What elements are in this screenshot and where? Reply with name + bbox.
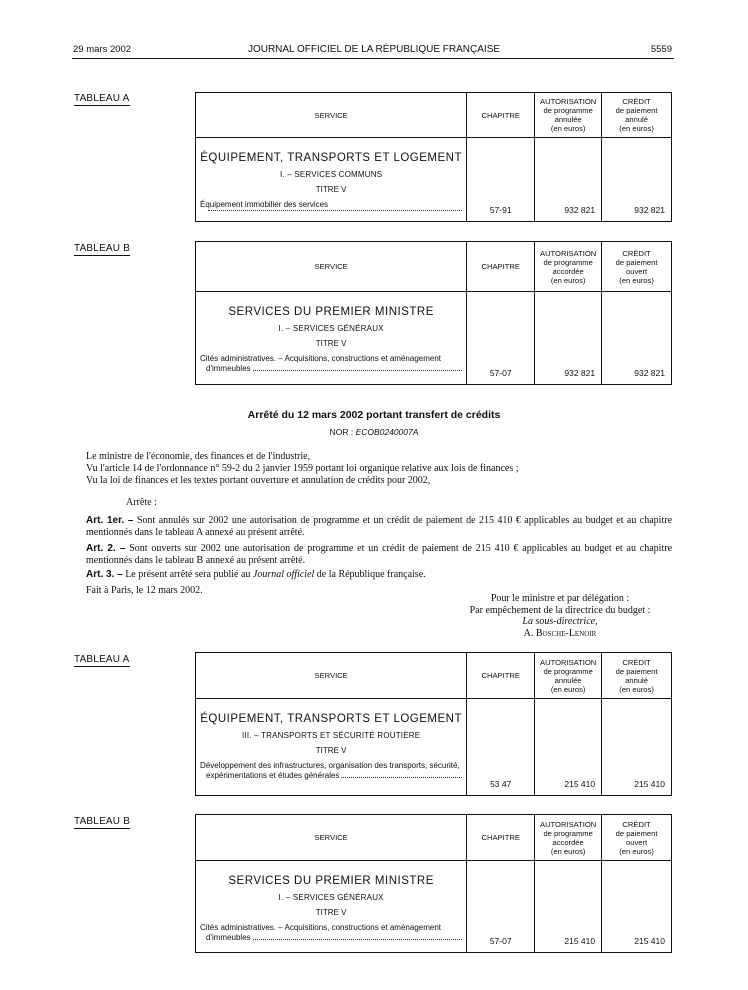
article-3 [86,569,672,581]
leader-dots [208,210,462,211]
leader-dots [253,933,463,940]
col-header-credit: CRÉDIT de paiement annulé (en euros) [602,653,672,699]
col-header-chapitre: CHAPITRE [467,815,535,861]
nor-value: ECOB0240007A [355,427,419,437]
article-2-label: Art. 2. – [86,543,126,554]
autorisation-value: 215 410 [535,861,602,953]
header-rule [72,58,674,59]
arrete-title: Arrêté du 12 mars 2002 portant transfert de crédits [247,409,501,421]
arrete-word: Arrête : [126,497,157,508]
col-header-chapitre: CHAPITRE [467,242,535,292]
credit-value: 215 410 [602,861,672,953]
signature-line-1: Pour le ministre et par délégation : [490,593,630,604]
service-line-1: Cités administratives. – Acquisitions, constructions et aménagement [200,923,442,932]
signature-line-2: Par empêchement de la directrice du budget : [469,604,651,616]
service-line-2-text: d'immeubles [206,364,251,373]
article-1 [86,515,672,538]
signature-name: A. Bosche-Lenoir [523,627,597,639]
titre-label: TITRE V [315,185,347,194]
header-journal-title: JOURNAL OFFICIEL DE LA RÉPUBLIQUE FRANÇAISE [247,44,501,55]
col-header-credit: CRÉDIT de paiement annulé (en euros) [602,93,672,138]
chapitre-value: 57-91 [467,138,535,222]
intro-minister: Le ministre de l'économie, des finances et de l'industrie, [86,451,311,462]
ministere-title: SERVICES DU PREMIER MINISTRE [228,306,434,318]
service-line [196,761,466,781]
titre-label: TITRE V [315,746,347,755]
col-header-credit: CRÉDIT de paiement ouvert (en euros) [602,242,672,292]
ministere-title: ÉQUIPEMENT, TRANSPORTS ET LOGEMENT [200,713,463,725]
col-header-autorisation: AUTORISATION de programme annulée (en euros) [535,93,602,138]
nor-label: NOR : [329,427,354,437]
service-cell [196,292,467,385]
table-label-text: TABLEAU A [74,654,130,665]
table-label-text: TABLEAU B [74,243,131,254]
section-title: I. – SERVICES GÉNÉRAUX [278,324,384,333]
autorisation-value: 932 821 [535,138,602,222]
col-header-autorisation: AUTORISATION de programme accordée (en euros) [535,242,602,292]
budget-table [195,814,672,953]
service-line-2 [200,364,462,374]
table-label-text: TABLEAU A [74,93,130,104]
service-line-1: Développement des infrastructures, organisation des transports, sécurité, [200,761,460,770]
article-3-text-a: Le présent arrêté sera publié au [125,569,251,580]
col-header-service: SERVICE [196,653,467,699]
col-header-chapitre: CHAPITRE [467,653,535,699]
service-line-2-text [200,210,206,214]
col-header-autorisation: AUTORISATION de programme annulée (en euros) [535,653,602,699]
chapitre-value: 53 47 [467,699,535,796]
signature-role: La sous-directrice, [522,616,598,627]
service-line [196,923,466,943]
service-line-2 [200,933,462,943]
chapitre-value: 57-07 [467,861,535,953]
service-cell [196,861,467,953]
ministere-title: ÉQUIPEMENT, TRANSPORTS ET LOGEMENT [200,152,463,164]
credit-value: 932 821 [602,292,672,385]
intro-vu-loi: Vu la loi de finances et les textes portant ouverture et annulation de crédits pour 2002, [86,475,431,486]
article-1-text: Sont annulés sur 2002 une autorisation de programme et un crédit de paiement de 215 410 € applicables au budget et au chapitre mentionnés dans le tableau A annexé au présent arrêté. [86,515,673,538]
arrete-nor [0,427,748,437]
table-label [74,654,130,667]
credit-value: 215 410 [602,699,672,796]
leader-dots [341,771,462,778]
autorisation-value: 215 410 [535,699,602,796]
leader-dots [253,364,463,371]
signature-line-3 [440,616,680,628]
budget-table [195,241,672,385]
header-date: 29 mars 2002 [73,44,132,55]
table-label-text: TABLEAU B [74,816,131,827]
budget-table [195,92,672,222]
col-header-chapitre: CHAPITRE [467,93,535,138]
service-line-2 [200,210,462,214]
col-header-service: SERVICE [196,242,467,292]
budget-table [195,652,672,796]
titre-label: TITRE V [315,908,347,917]
table-label [74,93,130,106]
ministere-title: SERVICES DU PREMIER MINISTRE [228,875,434,887]
article-1-label: Art. 1er. – [86,515,134,526]
service-line-2 [200,771,462,781]
article-3-label: Art. 3. – [86,569,123,580]
service-line [196,200,466,214]
table-label [74,816,130,829]
header-page-number: 5559 [650,44,672,55]
article-2-text: Sont ouverts sur 2002 une autorisation de programme et un crédit de paiement de 215 410 € applicables au budget et au chapitre mentionnés dans le tableau B annexé au présent arrêté. [86,543,673,566]
section-title: I. – SERVICES COMMUNS [279,170,383,179]
col-header-autorisation: AUTORISATION de programme accordée (en euros) [535,815,602,861]
service-cell [196,699,467,796]
chapitre-value: 57-07 [467,292,535,385]
service-line-2-text: expérimentations et études générales [206,771,340,780]
col-header-service: SERVICE [196,815,467,861]
autorisation-value: 932 821 [535,292,602,385]
service-cell [196,138,467,222]
col-header-credit: CRÉDIT de paiement ouvert (en euros) [602,815,672,861]
titre-label: TITRE V [315,339,347,348]
service-line-1: Cités administratives. – Acquisitions, constructions et aménagement [200,354,442,363]
intro-vu-ordonnance: Vu l'article 14 de l'ordonnance n° 59-2 du 2 janvier 1959 portant loi organique relative aux lois de finances ; [86,463,519,474]
service-line-1: Équipement immobilier des services [200,200,329,209]
service-line-2-text: d'immeubles [206,933,251,942]
fait-a-paris: Fait à Paris, le 12 mars 2002. [86,585,203,596]
article-3-journal-italic: Journal officiel [252,569,315,580]
table-label [74,243,130,256]
article-3-text-b: de la République française. [316,569,426,580]
credit-value: 932 821 [602,138,672,222]
col-header-service: SERVICE [196,93,467,138]
article-2 [86,543,672,566]
service-line [196,354,466,374]
section-title: I. – SERVICES GÉNÉRAUX [278,893,384,902]
section-title: III. – TRANSPORTS ET SÉCURITÉ ROUTIÈRE [241,731,421,740]
signature-block [440,593,680,639]
